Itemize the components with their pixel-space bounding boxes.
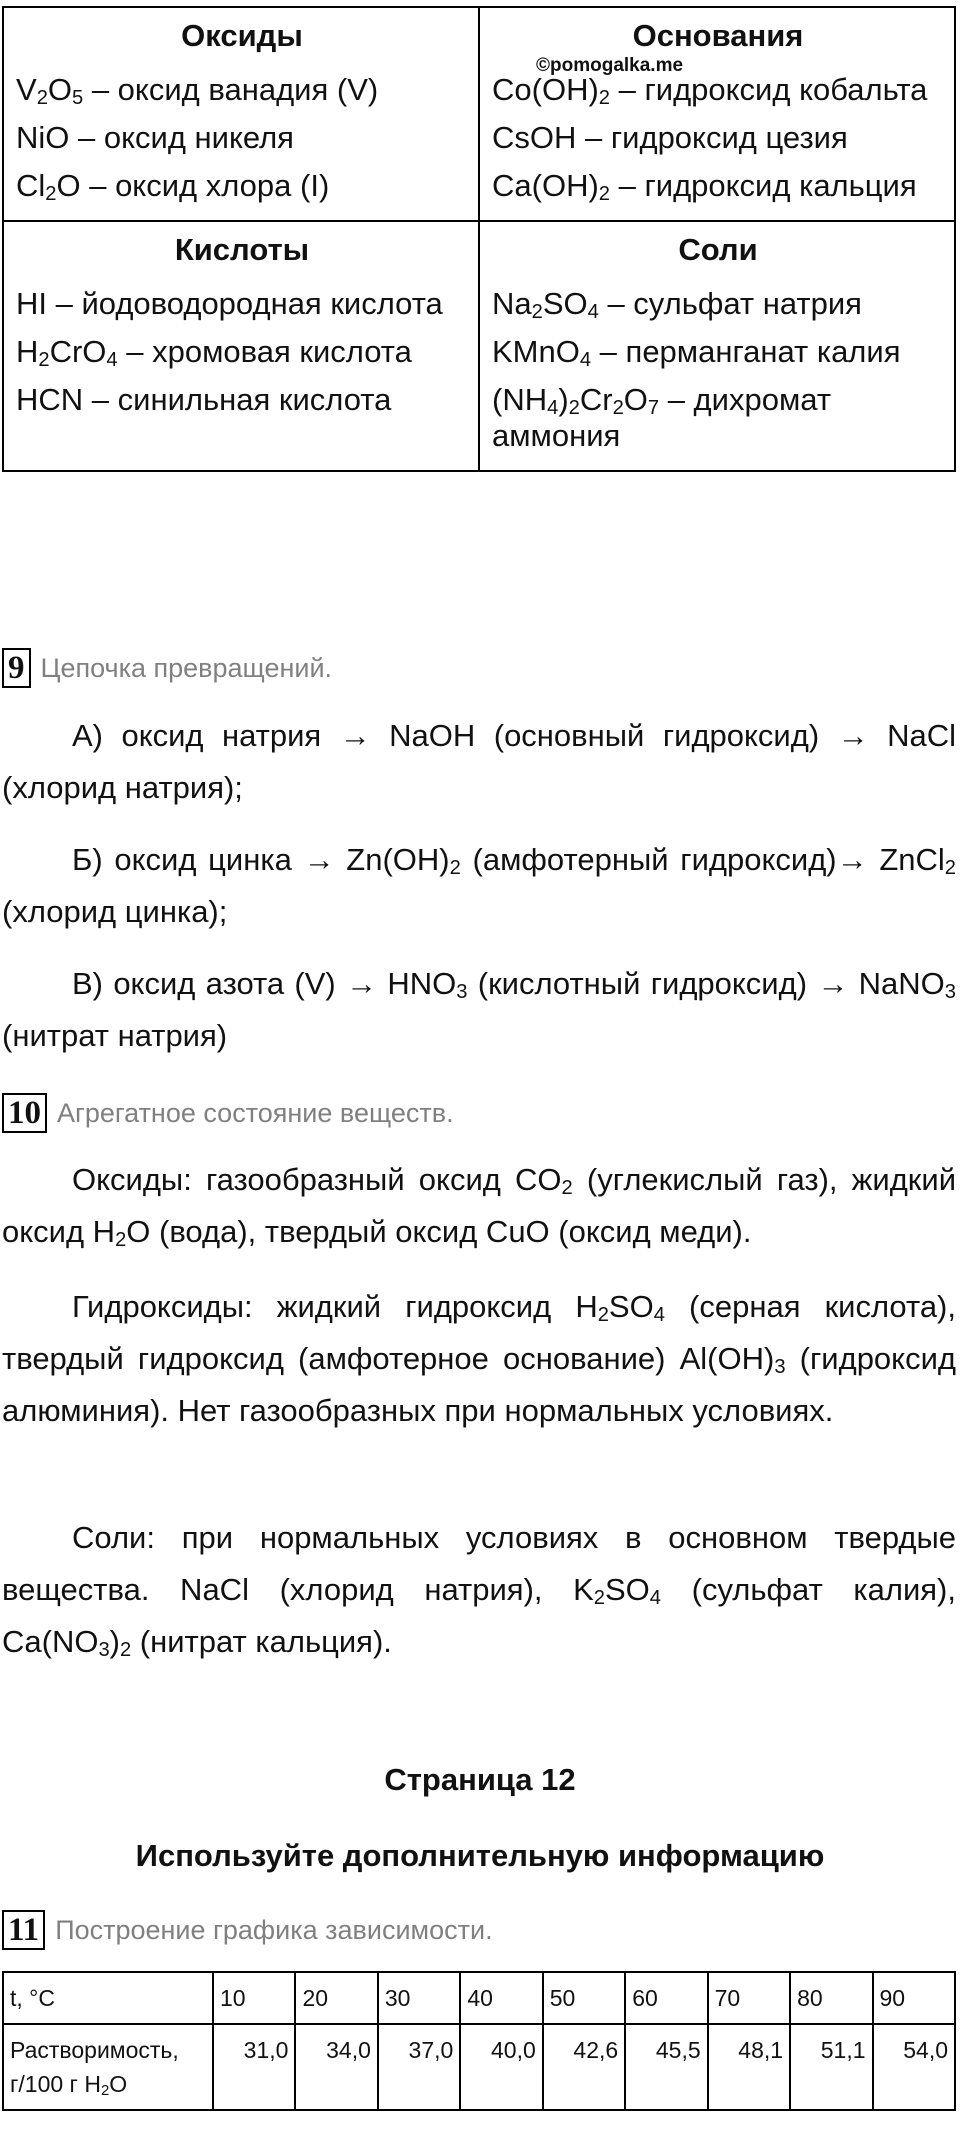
temperature-row bbox=[3, 1972, 955, 2024]
solubility-cell: 54,0 bbox=[873, 2024, 956, 2110]
solubility-cell: 45,5 bbox=[625, 2024, 707, 2110]
temperature-cell: 40 bbox=[460, 1972, 542, 2024]
task-10-paragraph: Оксиды: газообразный оксид $CO_2$ (углекислый газ), жидкий оксид $H_2O$ (вода), твердый оксид CuO (оксид меди). bbox=[2, 1162, 957, 1252]
temperature-cell: 10 bbox=[213, 1972, 295, 2024]
task-10-heading bbox=[2, 1093, 454, 1133]
bases-cell bbox=[479, 7, 955, 221]
formula-item: KMnO$_4$ – перманганат калия bbox=[492, 334, 901, 372]
salts-cell bbox=[479, 221, 955, 471]
solubility-cell: 48,1 bbox=[708, 2024, 790, 2110]
task-title: Агрегатное состояние веществ. bbox=[57, 1097, 454, 1128]
temperature-cell: 90 bbox=[873, 1972, 956, 2024]
formula-item: $V_2O_5$ – оксид ванадия (V) bbox=[16, 72, 379, 110]
page-heading: Страница 12 bbox=[384, 1762, 576, 1797]
solubility-table bbox=[2, 1971, 956, 2111]
solubility-cell: 51,1 bbox=[790, 2024, 872, 2110]
temperature-cell: 30 bbox=[378, 1972, 460, 2024]
formula-item: $Ca(OH)_2$ – гидроксид кальция bbox=[492, 168, 917, 206]
watermark: ©pomogalka.me bbox=[536, 55, 684, 76]
task-number: 9 bbox=[2, 648, 31, 688]
solubility-cell: 31,0 bbox=[213, 2024, 295, 2110]
task-number: 11 bbox=[2, 1910, 45, 1950]
oxides-header: Оксиды bbox=[181, 18, 303, 53]
solubility-cell: 42,6 bbox=[543, 2024, 625, 2110]
acids-header: Кислоты bbox=[174, 232, 310, 267]
task-9-paragraph: Б) оксид цинка → $Zn(OH)_2$ (амфотерный гидроксид)→ ZnCl$_2$ (хлорид цинка); bbox=[2, 842, 956, 929]
solubility-cell: 34,0 bbox=[295, 2024, 377, 2110]
formula-item: HCN – синильная кислота bbox=[16, 382, 392, 417]
formula-item: CsOH – гидроксид цезия bbox=[492, 120, 848, 155]
task-9-heading bbox=[2, 648, 332, 688]
task-10-paragraph: Гидроксиды: жидкий гидроксид $H_2SO_4$ (серная кислота), твердый гидроксид (амфотерное основание) $Al(OH)_3$ (гидроксид алюминия). Нет газообразных при нормальных условиях. bbox=[2, 1289, 956, 1428]
formula-item: $H_2CrO_4$ – хромовая кислота bbox=[16, 334, 412, 372]
section-heading: Используйте дополнительную информацию bbox=[135, 1838, 825, 1873]
temperature-cell: 20 bbox=[295, 1972, 377, 2024]
formula-item: $Na_2SO_4$ – сульфат натрия bbox=[492, 286, 862, 324]
oxides-cell bbox=[3, 7, 479, 221]
formula-item: $(NH_4)_2Cr_2O_7$ – дихромат аммония bbox=[492, 382, 832, 453]
acids-list bbox=[16, 280, 468, 424]
task-10-paragraph: Соли: при нормальных условиях в основном твердые вещества. NaCl (хлорид натрия), $K_2SO_4$ (сульфат калия), $Ca(NO_3)_2$ (нитрат кальция). bbox=[2, 1520, 956, 1662]
salts-header: Соли bbox=[678, 232, 758, 267]
task-title: Цепочка превращений. bbox=[40, 652, 333, 683]
formula-item: $Cl_2O$ – оксид хлора (I) bbox=[16, 168, 330, 206]
solubility-cell: 40,0 bbox=[460, 2024, 542, 2110]
task-9-paragraph: А) оксид натрия → NaOH (основный гидроксид) → NaCl (хлорид натрия); bbox=[2, 718, 956, 805]
temperature-cell: 70 bbox=[708, 1972, 790, 2024]
temperature-cell: 60 bbox=[625, 1972, 707, 2024]
solubility-row bbox=[3, 2024, 955, 2110]
task-title: Построение графика зависимости. bbox=[55, 1914, 493, 1945]
salts-list bbox=[492, 280, 944, 460]
row-label: t, °C bbox=[3, 1972, 213, 2024]
oxides-list bbox=[16, 66, 468, 210]
bases-list bbox=[492, 66, 944, 210]
row-label: Растворимость, г/100 г $H_2O$ bbox=[3, 2024, 213, 2110]
formula-item: NiO – оксид никеля bbox=[16, 120, 294, 155]
formula-item: HI – йодоводородная кислота bbox=[16, 286, 443, 321]
task-11-heading bbox=[2, 1910, 493, 1950]
task-9-paragraph: В) оксид азота $(V) \to HNO_3$ (кислотный гидроксид) → NaNO$_3$ (нитрат натрия) bbox=[2, 966, 956, 1053]
solubility-cell: 37,0 bbox=[378, 2024, 460, 2110]
temperature-cell: 80 bbox=[790, 1972, 872, 2024]
bases-header: Основания bbox=[632, 18, 804, 53]
task-number: 10 bbox=[2, 1093, 47, 1133]
acids-cell bbox=[3, 221, 479, 471]
formula-item: $Co(OH)_2$ – гидроксид кобальта bbox=[492, 72, 928, 110]
temperature-cell: 50 bbox=[543, 1972, 625, 2024]
substance-classes-table bbox=[2, 6, 956, 472]
